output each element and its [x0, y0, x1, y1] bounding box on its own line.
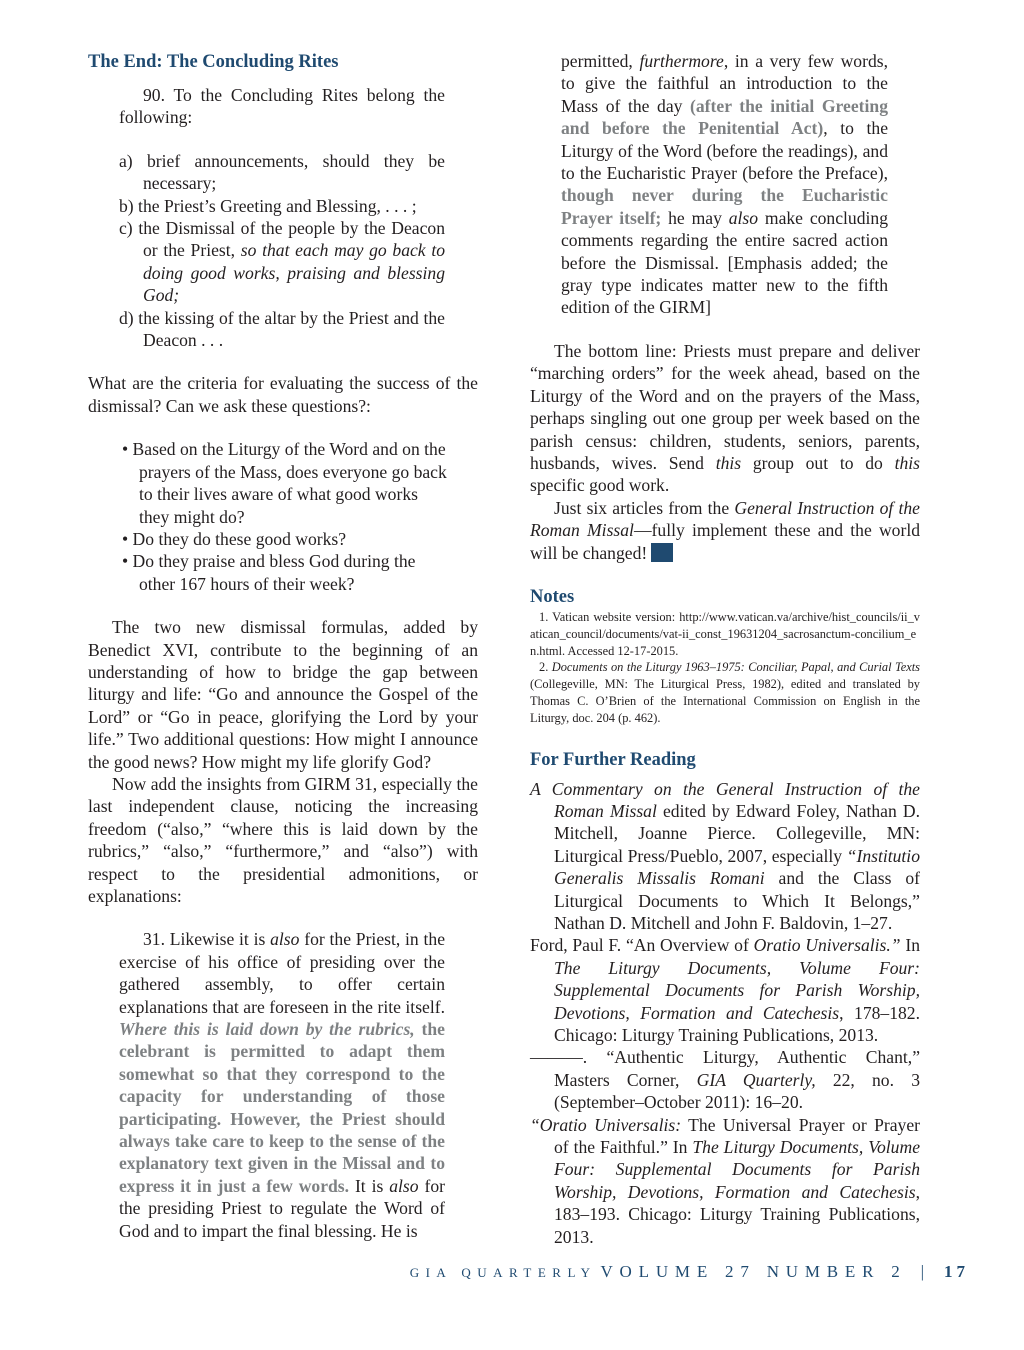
girm-paragraph: Now add the insights from GIRM 31, especially the last independent clause, noticing the increasing freedom (“also,” “where this is laid down by the rubrics,” “also,” “furthermore,” and “also”) with respect to the presidential admonitions, or explanations: — [88, 773, 478, 906]
reading-item: A Commentary on the General Instruction of the Roman Missal edited by Edward Foley, Nathan D. Mitchell, Joanne Pierce. Collegeville, MN: Liturgical Press/Pueblo, 2007, especially “Institutio Generalis Missalis Romani and the Class of Liturgical Documents to Which It Belongs,” Nathan D. Mitchell and John F. Baldovin, 1–27. — [530, 778, 920, 933]
page-footer — [410, 1262, 969, 1282]
girm-31-quote-continued — [561, 50, 888, 319]
rite-item-a: a) brief announcements, should they be necessary; — [119, 150, 445, 194]
quote-90-intro: 90. To the Concluding Rites belong the following: — [119, 85, 445, 128]
quote-31-text: 31. Likewise it is also for the Priest, in the exercise of his office of presiding over the gathered assembly, to offer certain explanations that are foreseen in the rite itself. Where this is laid down by the rubrics, the celebrant is permitted to adapt them somewhat so that they correspond to the capacity for understanding of those participating. However, the Priest should always take care to keep to the sense of the explanatory text given in the Missal and to express it in just a few words. It is also for the presiding Priest to regulate the Word of God and to impart the final blessing. He is — [119, 929, 445, 1241]
right-column — [530, 50, 920, 1248]
end-of-article-mark — [651, 543, 673, 562]
page-number: 17 — [944, 1262, 969, 1281]
reading-list — [530, 778, 920, 1249]
rite-item-b: b) the Priest’s Greeting and Blessing, . . . ; — [119, 195, 417, 216]
six-articles-paragraph: Just six articles from the General Instruction of the Roman Missal—fully implement these and the world will be changed! — [530, 497, 920, 563]
rite-item-d: d) the kissing of the altar by the Priest and the Deacon . . . — [119, 307, 445, 351]
left-column — [88, 50, 478, 1242]
bottom-line-paragraph: The bottom line: Priests must prepare and deliver “marching orders” for the week ahead, based on the Liturgy of the Word and on the prayers of the Mass, perhaps singling out one group per week based on the parish census: children, students, seniors, parents, husbands, wives. Send this group out to do this specific good work. — [530, 340, 920, 496]
girm-31-quote — [119, 928, 445, 1242]
question-list — [88, 438, 478, 595]
rite-item-c: c) the Dismissal of the people by the Deacon or the Priest, so that each may go back to doing good works, praising and blessing God; — [119, 218, 446, 306]
further-reading-heading: For Further Reading — [530, 749, 696, 770]
criteria-paragraph: What are the criteria for evaluating the success of the dismissal? Can we ask these questions?: — [88, 373, 478, 416]
question-item: • Based on the Liturgy of the Word and on the prayers of the Mass, does everyone go back to their lives aware of what good works they might do? — [122, 439, 447, 527]
journal-name: GIA QUARTERLY — [409, 1265, 597, 1280]
footer-separator: | — [920, 1262, 924, 1281]
question-item: • Do they do these good works? — [122, 528, 347, 549]
girm-90-quote — [119, 84, 445, 351]
formulas-paragraph: The two new dismissal formulas, added by Benedict XVI, contribute to the beginning of an understanding of how to bridge the gap between liturgy and life: “Go and announce the Gospel of the Lord” or “Go in peace, glorifying the Lord by your life.” Two additional questions: How might I announce the good news? How might my life glorify God? — [88, 617, 478, 772]
notes-list — [530, 609, 920, 727]
notes-heading: Notes — [530, 586, 575, 607]
reading-item: ———. “Authentic Liturgy, Authentic Chant,” Masters Corner, GIA Quarterly, 22, no. 3 (September–October 2011): 16–20. — [530, 1047, 920, 1113]
question-item: • Do they praise and bless God during the other 167 hours of their week? — [122, 551, 416, 594]
reading-item: Ford, Paul F. “An Overview of Oratio Universalis.” In The Liturgy Documents, Volume Four: Supplemental Documents for Parish Worship, Devotions, Formation and Catechesis, 178–182. Chicago: Liturgy Training Publications, 2013. — [530, 935, 920, 1045]
note-1: 1. Vatican website version: http://www.vatican.va/archive/hist_councils/ii_vatican_council/documents/vat-ii_const_19631204_sacrosanctum-concilium_en.html. Accessed 12-17-2015. — [530, 609, 920, 658]
quote-31-continued-text: permitted, furthermore, in a very few words, to give the faithful an introduction to the Mass of the day (after the initial Greeting and before the Penitential Act), to the Liturgy of the Word (before the readings), and to the Eucharistic Prayer (before the Preface), though never during the Eucharistic Prayer itself; he may also make concluding comments regarding the entire sacred action before the Dismissal. [Emphasis added; the gray type indicates matter new to the fifth edition of the GIRM] — [561, 51, 889, 318]
section-heading: The End: The Concluding Rites — [88, 52, 339, 72]
reading-item: “Oratio Universalis: The Universal Prayer or Prayer of the Faithful.” In The Liturgy Documents, Volume Four: Supplemental Documents for Parish Worship, Devotions, Formation and Catechesis, 183–193. Chicago: Liturgy Training Publications, 2013. — [530, 1114, 920, 1247]
note-2: 2. Documents on the Liturgy 1963–1975: Conciliar, Papal, and Curial Texts (Collegeville, MN: The Liturgical Press, 1982), edited and translated by Thomas C. O’Brien of the International Commission on English in the Liturgy, doc. 204 (p. 462). — [530, 660, 921, 725]
volume-number: VOLUME 27 NUMBER 2 — [600, 1262, 907, 1281]
